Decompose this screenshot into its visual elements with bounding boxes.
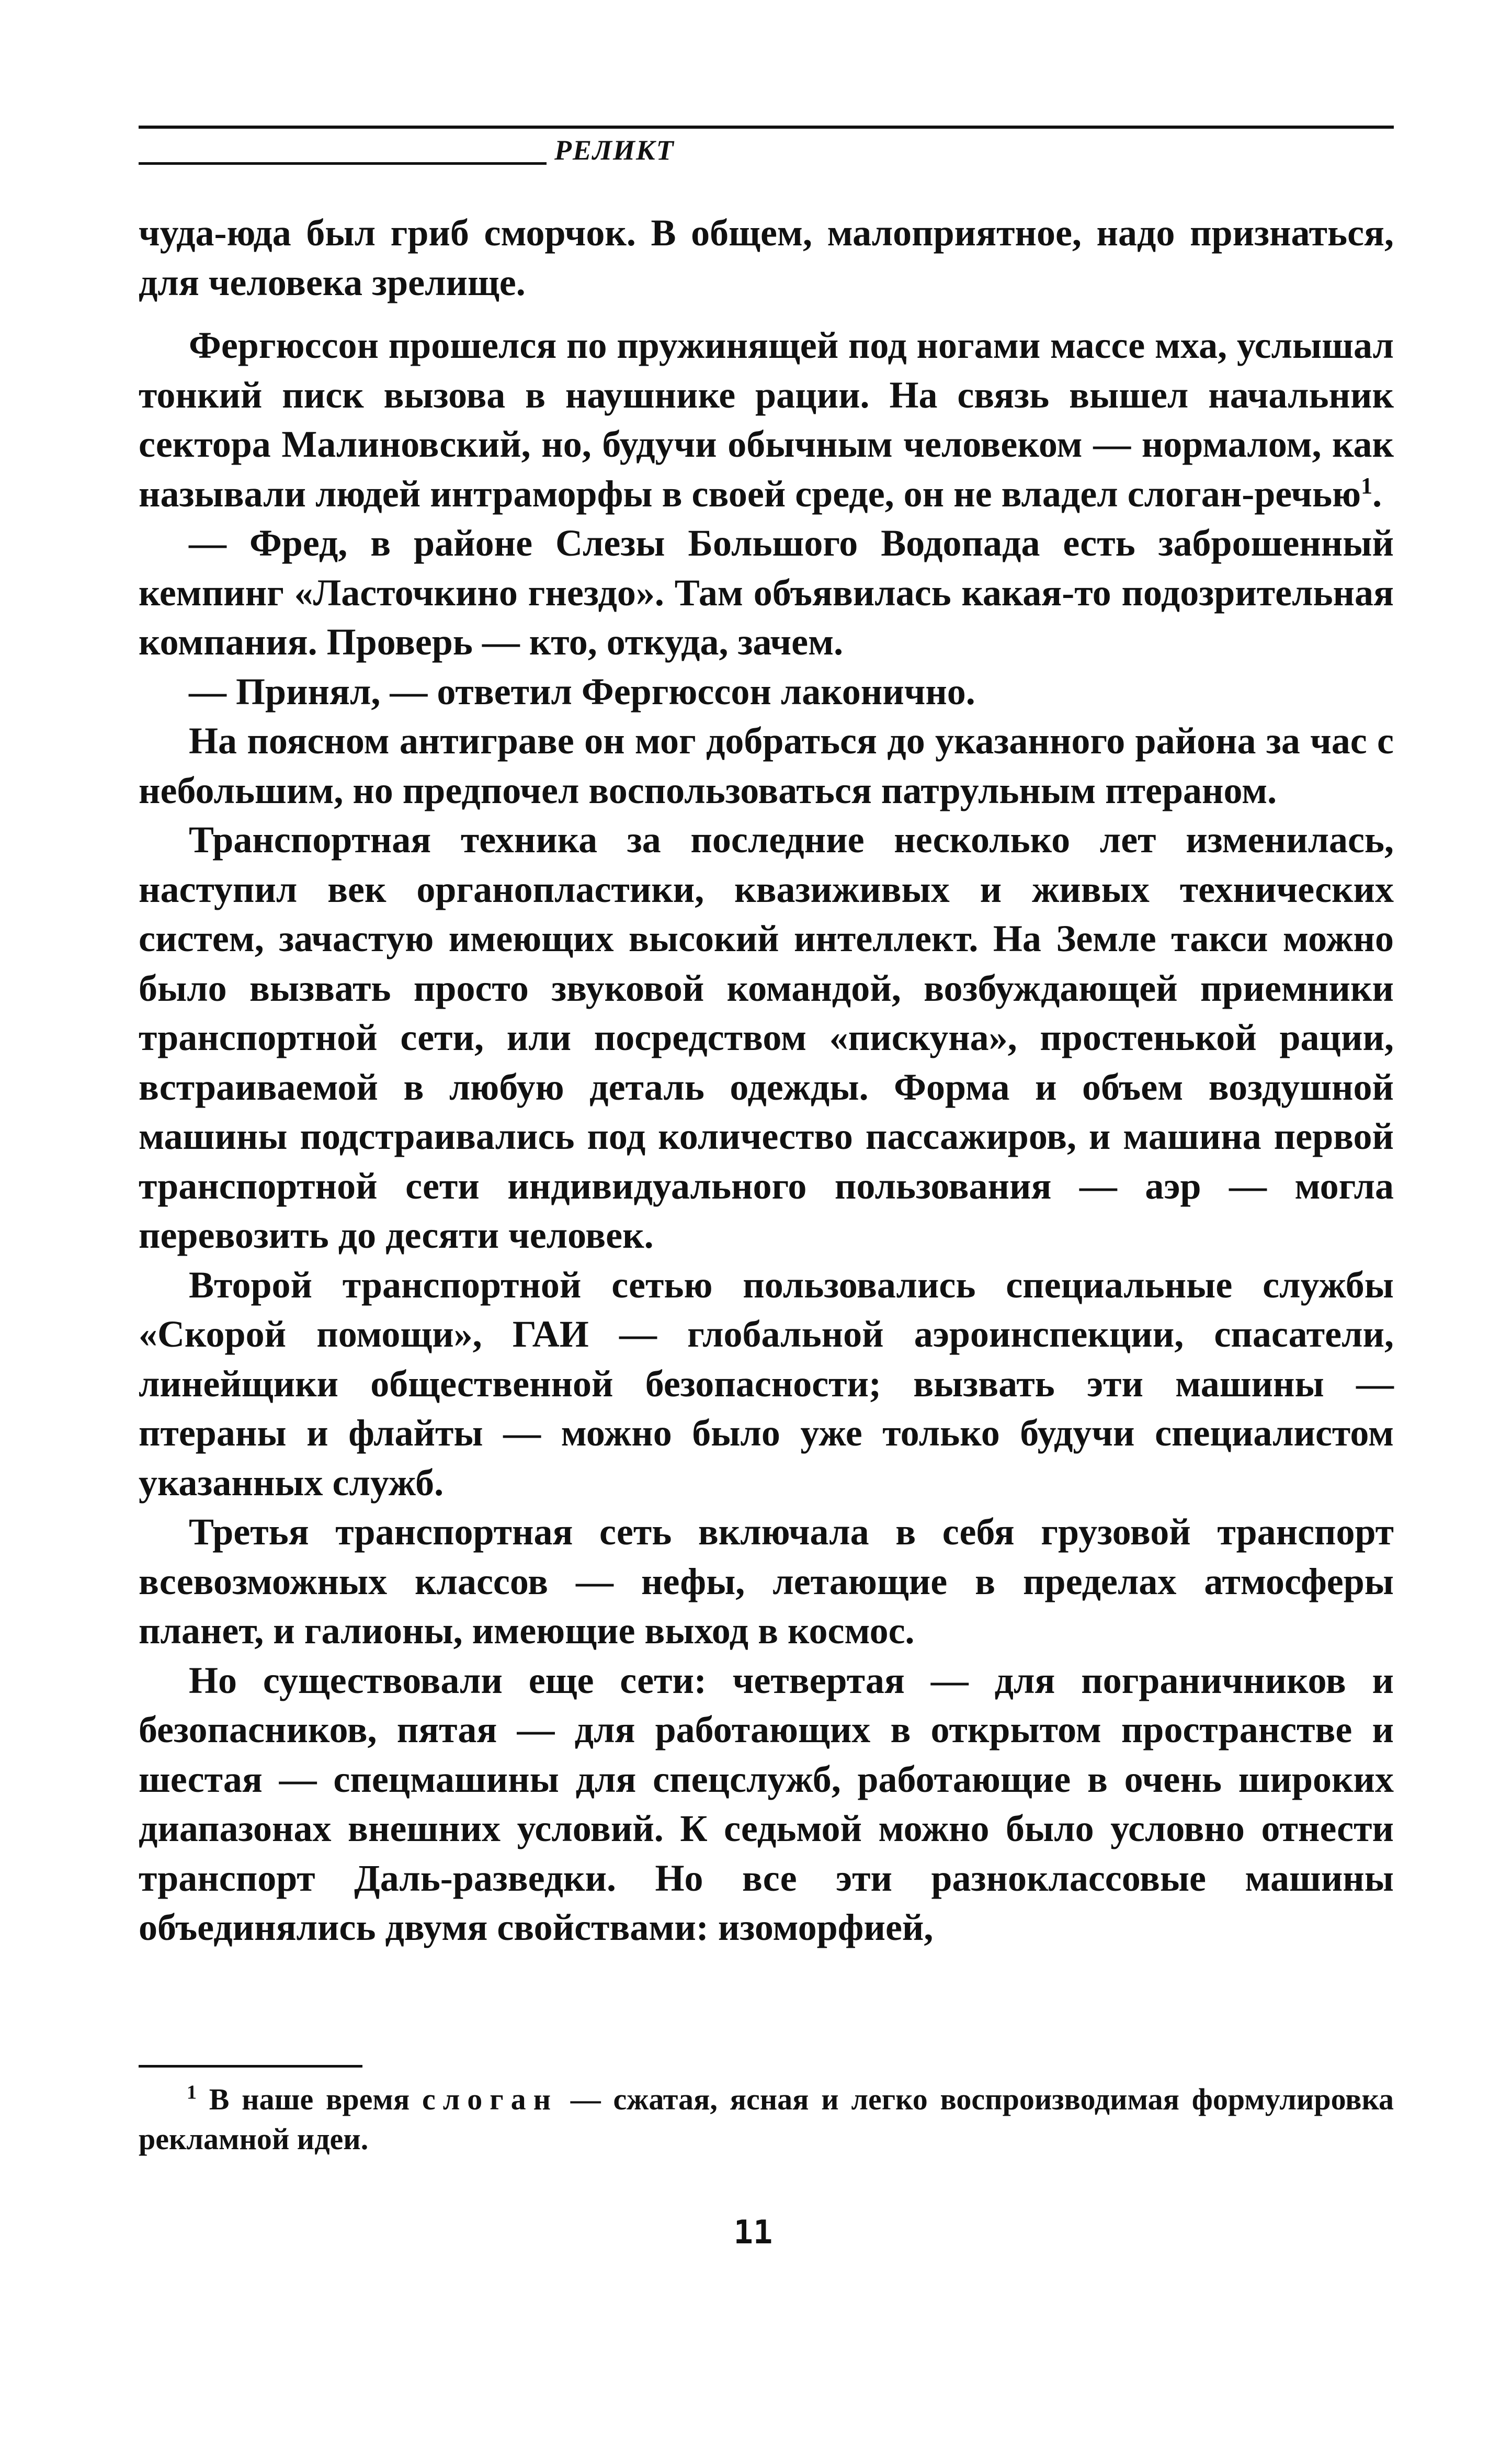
- footnote: [139, 2080, 1394, 2159]
- paragraph: Третья транспортная сеть включала в себя грузовой транспорт всевозможных классов — нефы, летающие в пределах атмосферы планет, и галионы, имеющие выход в космос.: [139, 1511, 1394, 1652]
- footnote-term: слоган: [422, 2082, 559, 2116]
- running-head-title: РЕЛИКТ: [554, 134, 675, 166]
- paragraph-tail: .: [1372, 472, 1382, 515]
- paragraph: Транспортная техника за последние несколько лет изменилась, наступил век органопластики, квазиживых и живых технических систем, зачастую имеющих высокий интеллект. На Земле такси можно было вызвать просто звуковой командой, возбуждающей приемники транспортной сети, или посредством «пискуна», простенькой рации, встраиваемой в любую деталь одежды. Форма и объем воздушной машины подстраивались под количество пассажиров, и машина первой транспортной сети индивидуального пользования — аэр — могла перевозить до десяти человек.: [139, 819, 1394, 1256]
- paragraph: чуда-юда был гриб сморчок. В общем, малоприятное, надо признаться, для человека зрелище.: [139, 212, 1394, 303]
- paragraph: Но существовали еще сети: четвертая — для пограничников и безопасников, пятая — для работающих в открытом пространстве и шестая — спецмашины для спецслужб, работающие в очень широких диапазонах внешних условий. К седьмой можно было условно отнести транспорт Даль-разведки. Но все эти разноклассовые машины объединялись двумя свойствами: изоморфией,: [139, 1659, 1394, 1948]
- paragraph: [139, 321, 1394, 518]
- top-rule: [139, 126, 1394, 129]
- paragraph: На поясном антиграве он мог добраться до указанного района за час с небольшим, но предпочел воспользоваться патрульным птераном.: [139, 720, 1394, 811]
- footnote-number: 1: [187, 2081, 197, 2104]
- footnote-reference[interactable]: 1: [1361, 472, 1373, 499]
- page-number: 11: [733, 2213, 773, 2251]
- footnote-rule: [139, 2065, 362, 2068]
- running-head: [139, 131, 1394, 167]
- body-text: [139, 208, 1394, 1952]
- paragraph: — Фред, в районе Слезы Большого Водопада есть заброшенный кемпинг «Ласточкино гнездо». Там объявилась какая-то подозрительная компания. Проверь — кто, откуда, зачем.: [139, 522, 1394, 663]
- footnote-text-before: В наше время: [209, 2082, 422, 2116]
- paragraph-text: Фергюссон прошелся по пружинящей под ногами массе мха, услышал тонкий писк вызова в наушнике рации. На связь вышел начальник сектора Малиновский, но, будучи обычным человеком — нормалом, как называли людей интраморфы в своей среде, он не владел слоган-речью: [139, 324, 1394, 515]
- paragraph: — Принял, — ответил Фергюссон лаконично.: [189, 670, 975, 713]
- footnote-text-after: — сжатая, ясная и легко воспроизводимая формулировка рекламной идеи.: [139, 2082, 1394, 2156]
- running-head-rule: [139, 162, 547, 165]
- paragraph: Второй транспортной сетью пользовались специальные службы «Скорой помощи», ГАИ — глобальной аэроинспекции, спасатели, линейщики общественной безопасности; вызвать эти машины — птераны и флайты — можно было уже только будучи специалистом указанных служб.: [139, 1263, 1394, 1504]
